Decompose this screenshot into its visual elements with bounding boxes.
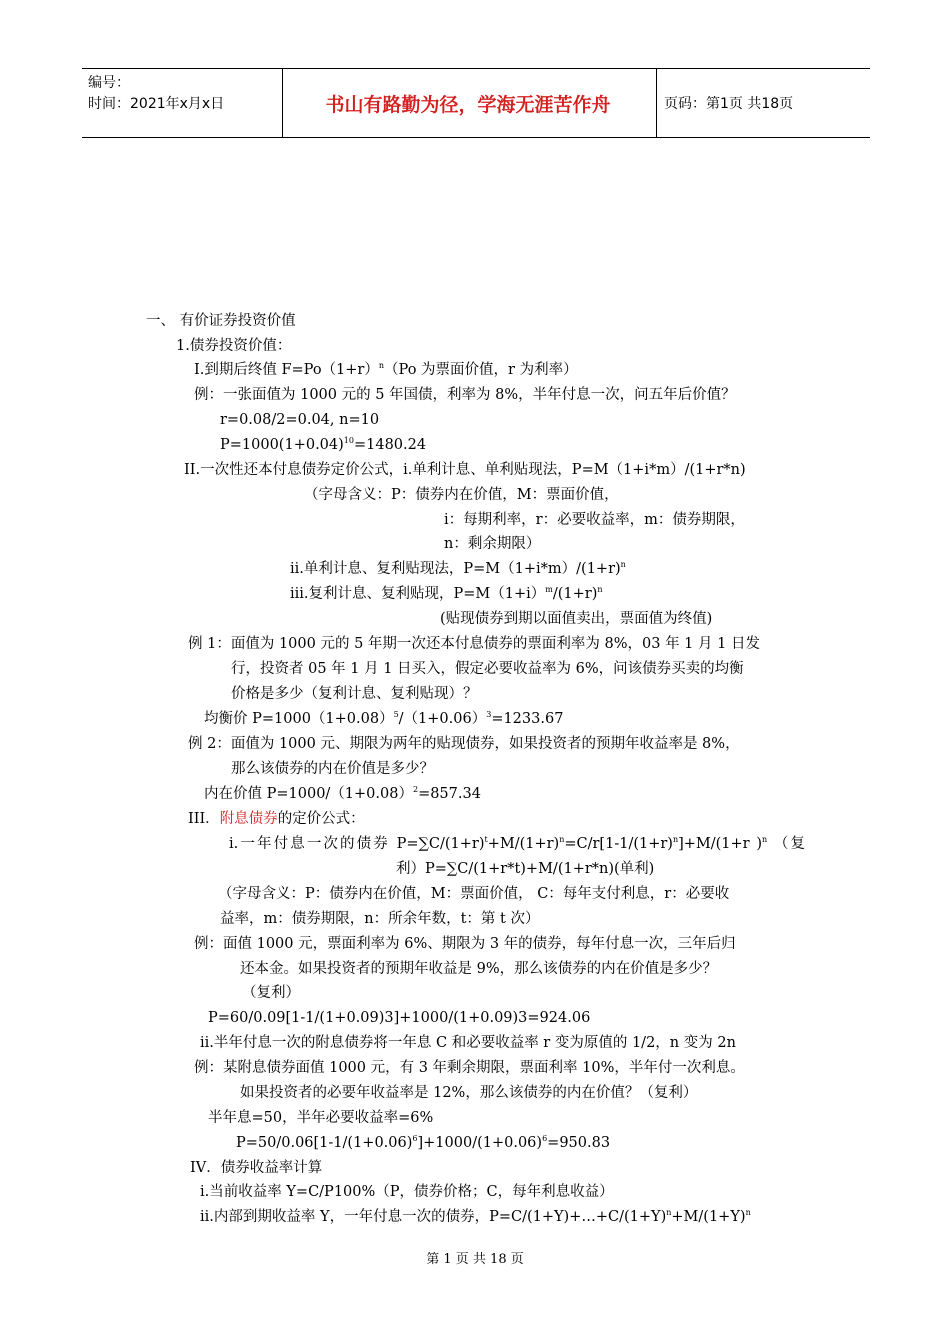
legend-line: 益率，m：债券期限，n：所余年数，t：第 t 次） xyxy=(220,911,540,927)
formula-line: i.一年付息一次的债券 $P=\sum C/(1+r)^t+M/(1+r)^n=C/r[1-1/(1+r)^n]+M/(1+r$ )$^n$ （复 xyxy=(229,835,805,852)
header-page-label: 页码：第1页 共18页 xyxy=(664,96,794,112)
formula-line: P=60/0.09[1-1/(1+0.09)3]+1000/(1+0.09)3=924.06 xyxy=(208,1010,591,1026)
example-line: 例：面值 1000 元，票面利率为 6%、期限为 3 年的债券，每年付息一次，三年后归 xyxy=(194,936,736,952)
formula-heading: ii.半年付息一次的附息债券将一年息 C 和必要收益率 r 变为原值的 1/2，n 变为 2n xyxy=(200,1035,736,1051)
legend-line: （字母含义：P：债券内在价值，M：票面价值， xyxy=(304,487,619,503)
note-line: (贴现债券到期以面值卖出，票面值为终值) xyxy=(440,611,713,627)
legend-line: （字母含义：P：债券内在价值，M：票面价值， C：每年支付利息，r：必要收 xyxy=(218,886,730,902)
formula-line: 均衡价 $P=1000(1+0.08)^5/(1+0.06)^3=1233.67$ xyxy=(204,710,564,727)
formula-line: 利）P=∑C/(1+r*t)+M/(1+r*n)(单利) xyxy=(396,861,655,877)
legend-line: i：每期利率，r：必要收益率，m：债券期限， xyxy=(444,512,745,528)
formula-line: 内在价值 $P=1000/(1+0.08)^2=857.34$ xyxy=(204,785,481,802)
legend-line: n：剩余期限） xyxy=(444,536,541,552)
page-footer: 第 1 页 共 18 页 xyxy=(426,1252,524,1267)
subsection-heading: 1.债券投资价值： xyxy=(176,338,292,354)
example-line: 还本金。如果投资者的预期年收益是 9%，那么该债券的内在价值是多少？ xyxy=(240,961,718,977)
formula-heading: III．附息债券的定价公式： xyxy=(188,811,365,827)
formula-line: 半年息=50，半年必要收益率=6% xyxy=(208,1110,434,1126)
formula-heading: II.一次性还本付息债券定价公式，i.单利计息、单利贴现法，P=M（1+i*m）/(1+r*n) xyxy=(184,462,746,478)
example-line: 行，投资者 05 年 1 月 1 日买入，假定必要收益率为 6%，问该债券买卖的均衡 xyxy=(231,661,744,677)
header-divider xyxy=(656,69,657,137)
example-line: （复利） xyxy=(242,985,300,1001)
formula-line: $P=1000(1+0.04)^{10}=1480.24$ xyxy=(220,436,427,453)
header-info xyxy=(88,73,224,115)
formula-line: i.当前收益率 Y=C/P100%（P，债券价格；C，每年利息收益） xyxy=(200,1184,614,1200)
formula-heading: IV．债券收益率计算 xyxy=(190,1160,323,1176)
date-label: 时间：2021年x月x日 xyxy=(88,96,225,112)
serial-label: 编号： xyxy=(88,75,130,91)
header-motto: 书山有路勤为径，学海无涯苦作舟 xyxy=(325,93,611,116)
formula-line: ii.内部到期收益率 Y，一年付息一次的债券，$P=C/(1+Y)+\dots+C/(1+Y)^n+M/(1+Y)^n$ xyxy=(200,1208,751,1225)
section-heading: 一、 有价证券投资价值 xyxy=(146,313,296,329)
formula-line: iii.复利计息、复利贴现，$P=M(1+i)^m/(1+r)^n$ xyxy=(290,585,603,602)
example-line: 例 1：面值为 1000 元的 5 年期一次还本付息债券的票面利率为 8%，03 年 1 月 1 日发 xyxy=(188,636,760,652)
example-line: 例：一张面值为 1000 元的 5 年国债，利率为 8%，半年付息一次，问五年后价值？ xyxy=(194,387,736,403)
formula-line: $P=50/0.06[1-1/(1+0.06)^6]+1000/(1+0.06)^6=950.83$ xyxy=(236,1134,611,1151)
highlight-term: 附息债券 xyxy=(219,811,278,827)
example-line: 价格是多少（复利计息、复利贴现）？ xyxy=(231,686,478,702)
formula-line: r=0.08/2=0.04, n=10 xyxy=(220,412,380,428)
example-line: 那么该债券的内在价值是多少？ xyxy=(231,761,434,777)
formula-line: I.到期后终值 $F=Po(1+r)^n(Po$ 为票面价值，r 为利率） xyxy=(194,361,578,378)
example-line: 如果投资者的必要年收益率是 12%，那么该债券的内在价值？（复利） xyxy=(240,1085,698,1101)
header-table xyxy=(82,68,870,138)
example-line: 例：某附息债券面值 1000 元，有 3 年剩余期限，票面利率 10%，半年付一次利息。 xyxy=(194,1060,745,1076)
formula-line: ii.单利计息、复利贴现法，$P=M(1+i*m)/(1+r)^n$ xyxy=(290,560,626,577)
example-line: 例 2：面值为 1000 元、期限为两年的贴现债券，如果投资者的预期年收益率是 8%， xyxy=(188,736,740,752)
